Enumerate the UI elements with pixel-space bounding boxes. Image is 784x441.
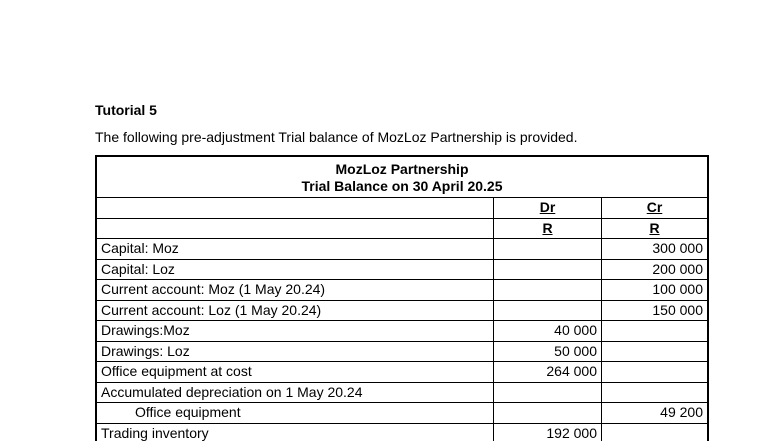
table-row (96, 382, 708, 403)
tutorial-heading: Tutorial 5 (95, 102, 157, 118)
account-label: Current account: Moz (1 May 20.24) (96, 280, 494, 301)
column-header-row (96, 198, 708, 219)
debit-amount: 40 000 (494, 321, 602, 342)
account-label: Current account: Loz (1 May 20.24) (96, 300, 494, 321)
debit-amount (494, 280, 602, 301)
tutorial-intro-text: The following pre-adjustment Trial balance of MozLoz Partnership is provided. (95, 129, 578, 145)
account-label: Capital: Loz (96, 259, 494, 280)
debit-amount: 264 000 (494, 362, 602, 383)
currency-header-row (96, 218, 708, 239)
account-label: Capital: Moz (96, 239, 494, 260)
debit-amount (494, 403, 602, 424)
currency-blank-cell (96, 218, 494, 239)
debit-amount: 192 000 (494, 423, 602, 441)
table-row (96, 423, 708, 441)
account-label: Trading inventory (96, 423, 494, 441)
credit-currency: R (602, 218, 709, 239)
table-row (96, 259, 708, 280)
credit-amount: 300 000 (602, 239, 709, 260)
debit-currency: R (494, 218, 602, 239)
credit-amount (602, 423, 709, 441)
debit-amount: 50 000 (494, 341, 602, 362)
credit-amount: 200 000 (602, 259, 709, 280)
credit-amount (602, 321, 709, 342)
debit-amount (494, 382, 602, 403)
table-row (96, 280, 708, 301)
debit-header: Dr (494, 198, 602, 219)
table-row (96, 321, 708, 342)
table-row (96, 239, 708, 260)
statement-title: Trial Balance on 30 April 20.25 (301, 178, 503, 194)
table-row (96, 341, 708, 362)
credit-header: Cr (602, 198, 709, 219)
debit-amount (494, 300, 602, 321)
credit-amount (602, 341, 709, 362)
debit-amount (494, 239, 602, 260)
table-row (96, 403, 708, 424)
account-label: Office equipment at cost (96, 362, 494, 383)
table-title (96, 156, 708, 198)
table-row (96, 300, 708, 321)
header-blank-cell (96, 198, 494, 219)
credit-amount (602, 362, 709, 383)
credit-amount: 100 000 (602, 280, 709, 301)
credit-amount: 49 200 (602, 403, 709, 424)
account-label: Accumulated depreciation on 1 May 20.24 (96, 382, 494, 403)
trial-balance-table (95, 155, 709, 441)
credit-amount (602, 382, 709, 403)
account-sublabel: Office equipment (96, 403, 494, 424)
account-label: Drawings: Loz (96, 341, 494, 362)
table-row (96, 362, 708, 383)
entity-name: MozLoz Partnership (335, 161, 469, 177)
account-label: Drawings:Moz (96, 321, 494, 342)
table-title-row (96, 156, 708, 198)
credit-amount: 150 000 (602, 300, 709, 321)
debit-amount (494, 259, 602, 280)
